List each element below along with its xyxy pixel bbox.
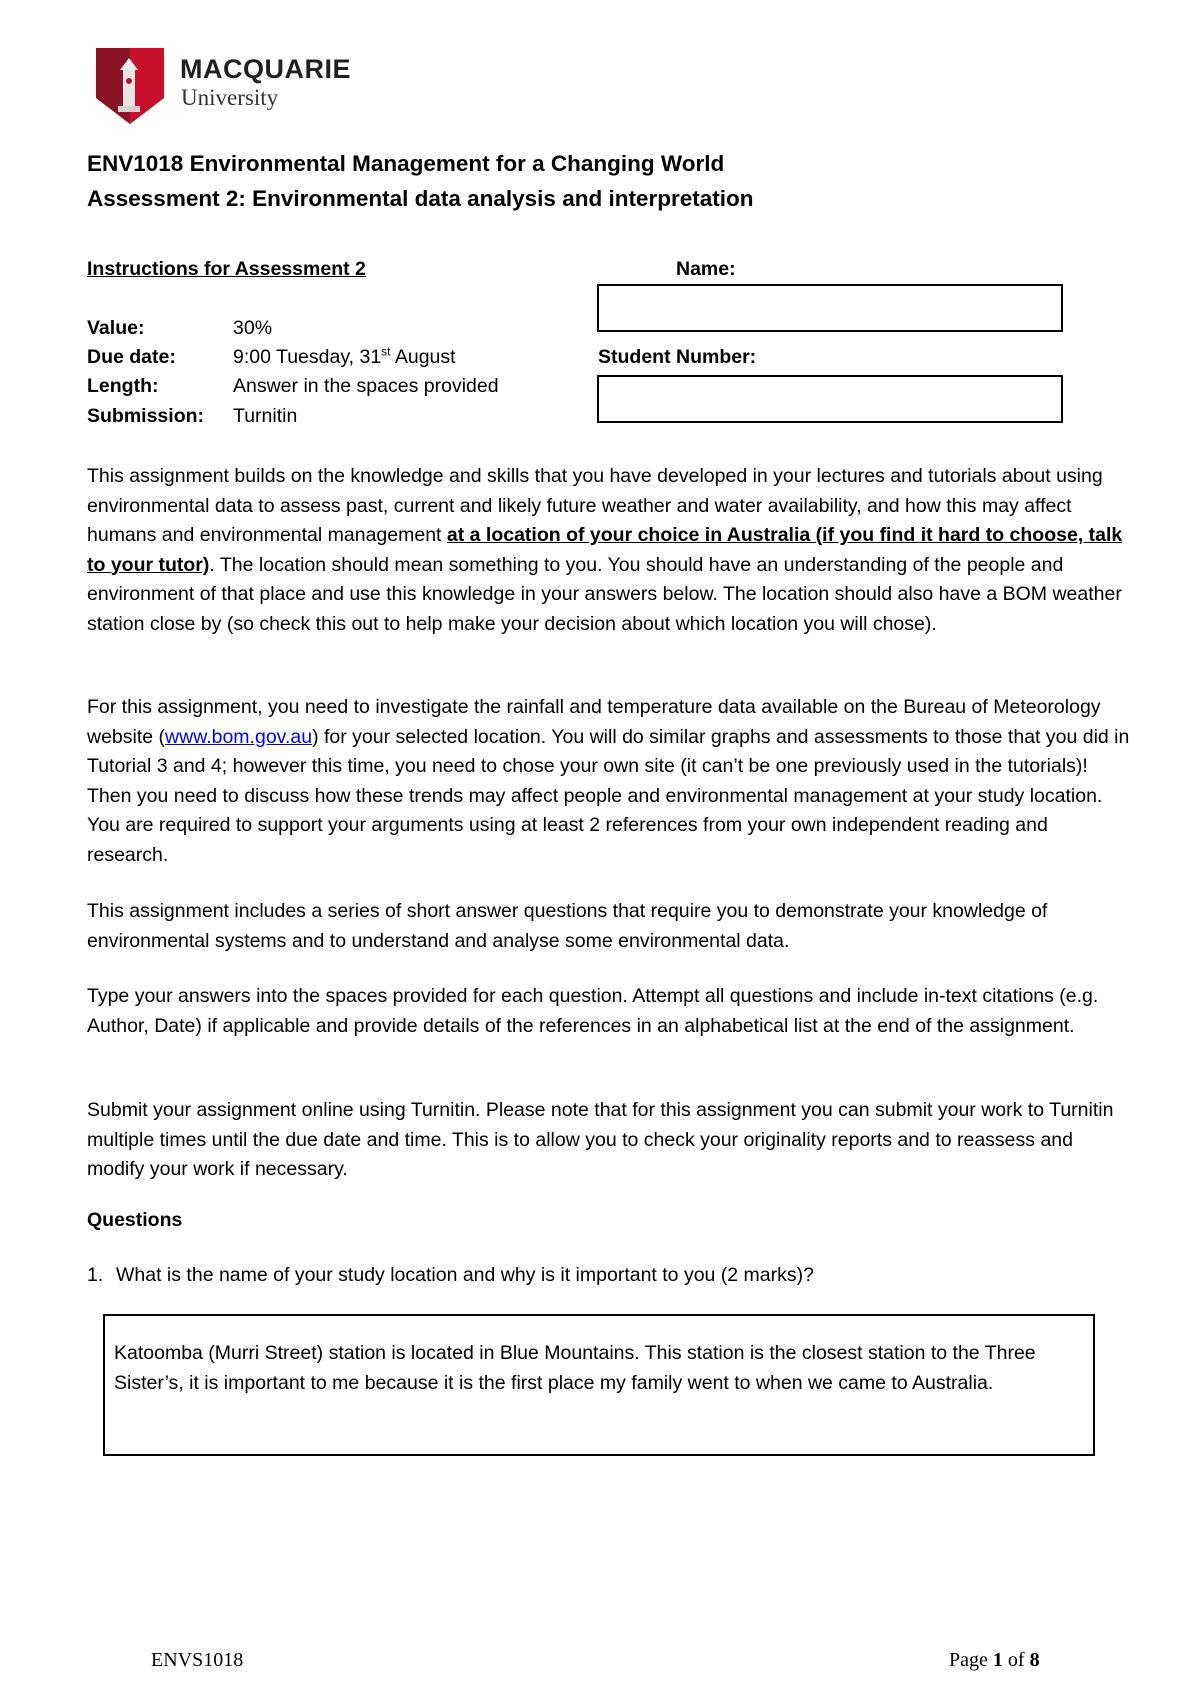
questions-heading: Questions	[87, 1209, 183, 1231]
name-field[interactable]	[597, 284, 1063, 332]
name-label: Name:	[676, 258, 736, 280]
due-date-text: 9:00 Tuesday, 31st August	[233, 344, 456, 368]
macquarie-logo-icon	[96, 48, 164, 124]
submission-label: Submission:	[87, 405, 205, 427]
paragraph-type-answers: Type your answers into the spaces provided for each question. Attempt all questions and include in-text citations (e.g. Author, Date) if applicable and provide details of the references in an alphabetical list at the end of the assignment.	[87, 985, 1099, 1037]
student-number-field[interactable]	[597, 375, 1063, 423]
assessment-title: Assessment 2: Environmental data analysis and interpretation	[87, 186, 754, 211]
paragraph-short-answer: This assignment includes a series of short answer questions that require you to demonstrate your knowledge of environmental systems and to understand and analyse some environmental data.	[87, 900, 1048, 952]
value-text: 30%	[233, 317, 273, 339]
paragraph-submit: Submit your assignment online using Turnitin. Please note that for this assignment you can submit your work to Turnitin multiple times until the due date and time. This is to allow you to check your originality reports and to reassess and modify your work if necessary.	[87, 1099, 1114, 1180]
page-number: Page 1 of 8	[949, 1649, 1040, 1671]
instructions-heading: Instructions for Assessment 2	[87, 258, 366, 280]
question-1-answer-text: Katoomba (Murri Street) station is located in Blue Mountains. This station is the closest station to the Three Sister’s, it is important to me because it is the first place my family went to when we came to Australia.	[114, 1342, 1036, 1394]
length-text: Answer in the spaces provided	[233, 375, 499, 397]
bom-website-link[interactable]: www.bom.gov.au	[165, 725, 313, 748]
value-label: Value:	[87, 317, 145, 339]
logo-name: MACQUARIE	[180, 54, 351, 84]
due-date-label: Due date:	[87, 346, 176, 368]
question-1-number: 1.	[87, 1264, 104, 1286]
paragraph-intro: This assignment builds on the knowledge and skills that you have developed in your lectures and tutorials about using environmental data to assess past, current and likely future weather and water availability, and how this may affect humans and environmental management at a location of your choice in Australia (if you find it hard to choose, talk to your tutor). The location should mean something to you. You should have an understanding of the people and environment of that place and use this knowledge in your answers below. The location should also have a BOM weather station close by (so check this out to help make your decision about which location you will chose).	[87, 465, 1123, 635]
question-1-text: What is the name of your study location and why is it important to you (2 marks)?	[116, 1264, 814, 1286]
paragraph-investigate: For this assignment, you need to investigate the rainfall and temperature data available on the Bureau of Meteorology website (www.bom.gov.au) for your selected location. You will do similar graphs and assessments to those that you did in Tutorial 3 and 4; however this time, you need to chose your own site (it can’t be one previously used in the tutorials)! Then you need to discuss how these trends may affect people and environmental management at your study location. You are required to support your arguments using at least 2 references from your own independent reading and research.	[87, 696, 1130, 866]
footer-course-code: ENVS1018	[151, 1649, 244, 1671]
logo-subtitle: University	[181, 85, 279, 110]
submission-text: Turnitin	[233, 405, 298, 427]
length-label: Length:	[87, 375, 159, 397]
student-number-label: Student Number:	[598, 346, 757, 368]
course-title: ENV1018 Environmental Management for a Changing World	[87, 151, 725, 176]
